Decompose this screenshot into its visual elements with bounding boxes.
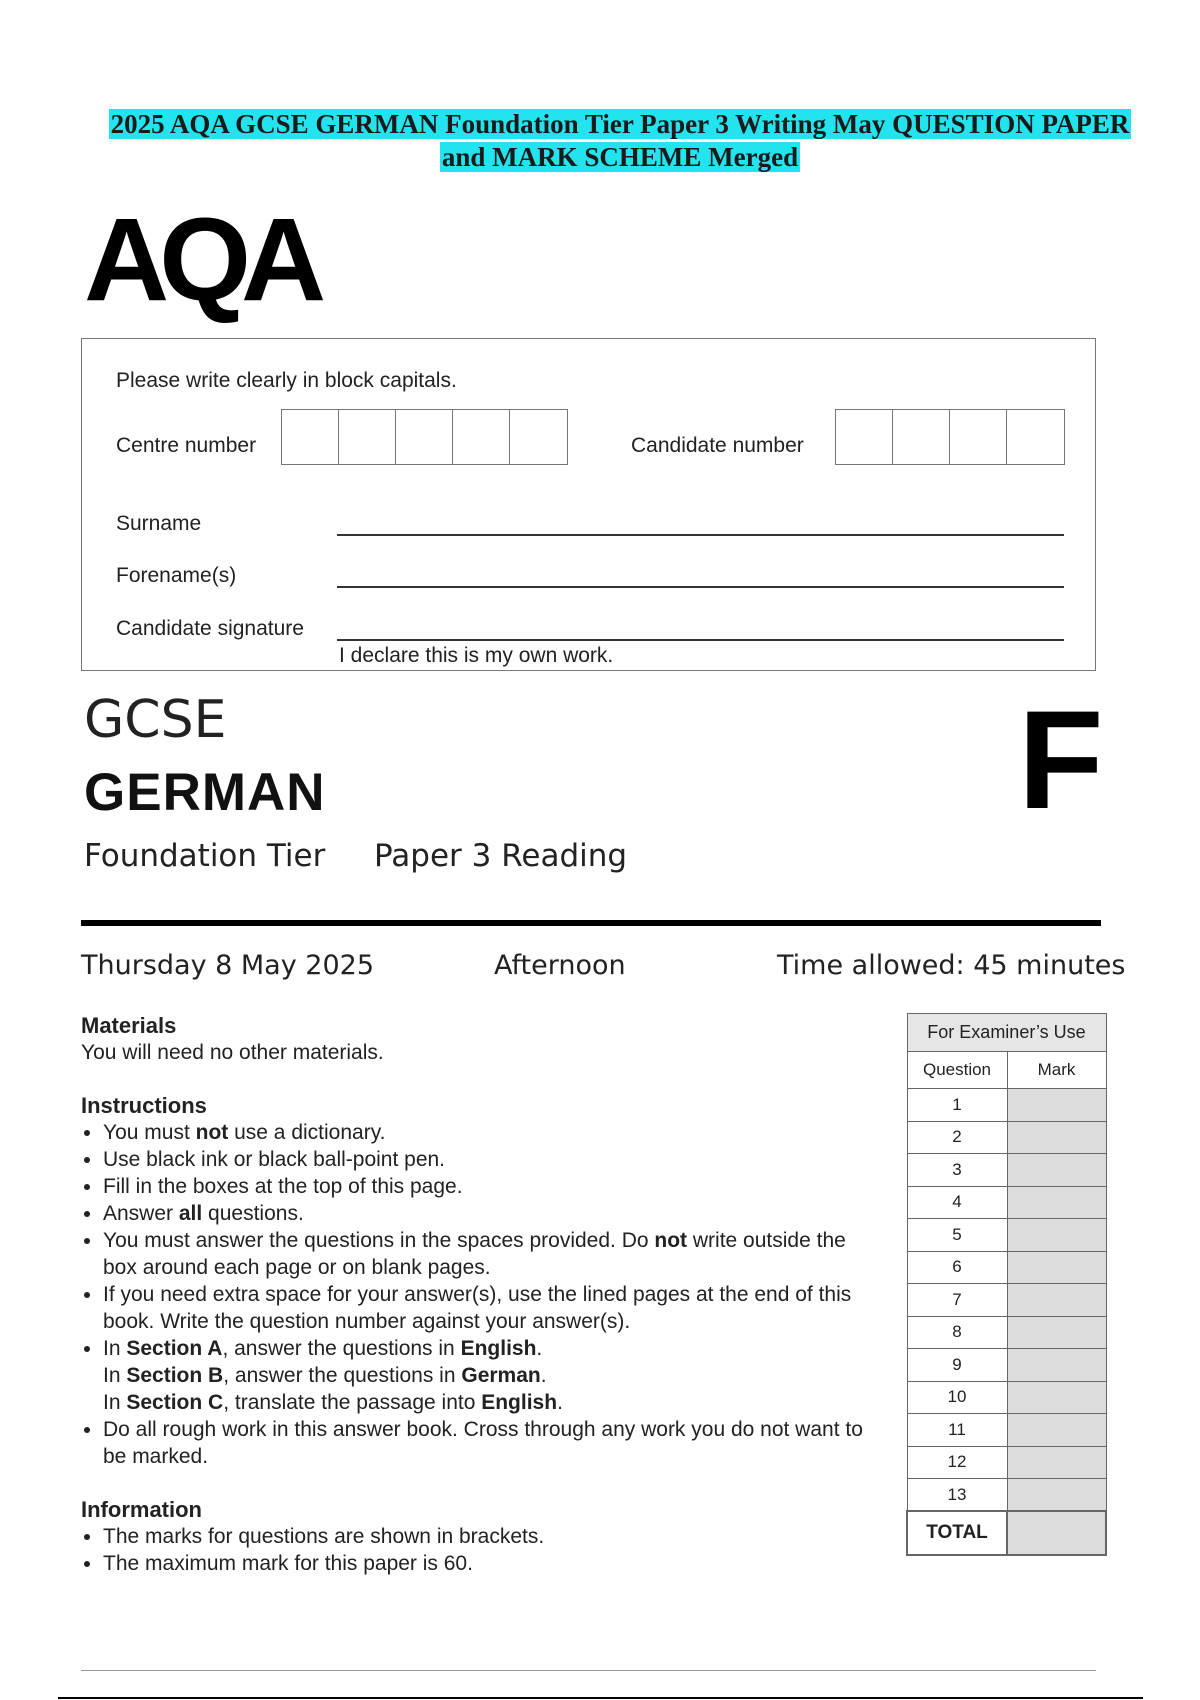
exam-date: Thursday 8 May 2025 bbox=[81, 950, 375, 981]
signature-field[interactable] bbox=[337, 639, 1064, 641]
mark-cell[interactable] bbox=[1007, 1414, 1106, 1447]
examiner-use-table bbox=[906, 1013, 1107, 1556]
instruction-item: • Do all rough work in this answer book. Cross through any work you do not want to be marked. bbox=[103, 1416, 881, 1470]
instruction-item: • If you need extra space for your answer(s), use the lined pages at the end of this book. Write the question number against your answer(s). bbox=[103, 1281, 881, 1335]
information-item: • The maximum mark for this paper is 60. bbox=[103, 1550, 881, 1577]
paper-label: Paper 3 Reading bbox=[374, 838, 628, 874]
question-number: 9 bbox=[907, 1349, 1007, 1382]
materials-heading: Materials bbox=[81, 1013, 177, 1038]
mark-cell[interactable] bbox=[1007, 1121, 1106, 1154]
declaration-text: I declare this is my own work. bbox=[339, 644, 614, 667]
mark-cell[interactable] bbox=[1007, 1349, 1106, 1382]
footer-rule bbox=[81, 1670, 1096, 1671]
page-bottom-rule bbox=[58, 1697, 1143, 1699]
question-number: 1 bbox=[907, 1089, 1007, 1122]
question-number: 11 bbox=[907, 1414, 1007, 1447]
candidate-number-digit[interactable] bbox=[893, 410, 950, 464]
centre-number-label: Centre number bbox=[116, 434, 257, 457]
instructions-list bbox=[81, 1119, 881, 1470]
centre-number-digit[interactable] bbox=[282, 410, 339, 464]
candidate-number-digit[interactable] bbox=[950, 410, 1007, 464]
centre-number-digit[interactable] bbox=[510, 410, 567, 464]
instruction-item: • You must answer the questions in the spaces provided. Do not write outside the box around each page or on blank pages. bbox=[103, 1227, 881, 1281]
signature-label: Candidate signature bbox=[116, 617, 304, 640]
question-number: 5 bbox=[907, 1219, 1007, 1252]
mark-column-header: Mark bbox=[1007, 1052, 1106, 1089]
time-allowed: Time allowed: 45 minutes bbox=[777, 950, 1126, 981]
centre-number-digit[interactable] bbox=[339, 410, 396, 464]
instruction-item: • You must not use a dictionary. bbox=[103, 1119, 881, 1146]
question-number: 8 bbox=[907, 1316, 1007, 1349]
candidate-number-label: Candidate number bbox=[631, 434, 804, 457]
mark-cell[interactable] bbox=[1007, 1219, 1106, 1252]
document-banner bbox=[60, 108, 1180, 174]
instruction-item: • Use black ink or black ball-point pen. bbox=[103, 1146, 881, 1173]
tier-letter: F bbox=[1018, 681, 1104, 838]
candidate-number-digit[interactable] bbox=[1007, 410, 1064, 464]
exam-session: Afternoon bbox=[494, 950, 626, 981]
examiner-table-title: For Examiner’s Use bbox=[907, 1014, 1106, 1052]
mark-cell[interactable] bbox=[1007, 1186, 1106, 1219]
tier-label: Foundation Tier bbox=[84, 838, 326, 874]
information-item: • The marks for questions are shown in brackets. bbox=[103, 1523, 881, 1550]
surname-label: Surname bbox=[116, 512, 202, 535]
instructions-heading: Instructions bbox=[81, 1093, 207, 1118]
total-mark-cell[interactable] bbox=[1007, 1511, 1106, 1555]
mark-cell[interactable] bbox=[1007, 1316, 1106, 1349]
question-column-header: Question bbox=[907, 1052, 1007, 1089]
mark-cell[interactable] bbox=[1007, 1154, 1106, 1187]
forenames-field[interactable] bbox=[337, 586, 1064, 588]
question-number: 4 bbox=[907, 1186, 1007, 1219]
aqa-logo: AQA bbox=[84, 194, 317, 326]
information-list bbox=[81, 1523, 881, 1577]
mark-cell[interactable] bbox=[1007, 1251, 1106, 1284]
qualification-title: GCSE bbox=[84, 690, 227, 750]
mark-cell[interactable] bbox=[1007, 1446, 1106, 1479]
mark-cell[interactable] bbox=[1007, 1089, 1106, 1122]
candidate-number-digit[interactable] bbox=[836, 410, 893, 464]
surname-field[interactable] bbox=[337, 534, 1064, 536]
question-number: 6 bbox=[907, 1251, 1007, 1284]
mark-cell[interactable] bbox=[1007, 1479, 1106, 1512]
candidate-number-boxes[interactable] bbox=[835, 409, 1065, 465]
instructions-panel bbox=[81, 1012, 881, 1577]
mark-cell[interactable] bbox=[1007, 1381, 1106, 1414]
centre-number-boxes[interactable] bbox=[281, 409, 568, 465]
centre-number-digit[interactable] bbox=[396, 410, 453, 464]
candidate-details-box bbox=[81, 338, 1096, 671]
question-number: 3 bbox=[907, 1154, 1007, 1187]
instruction-item: • In Section A, answer the questions in English. In Section B, answer the questions in German. In Section C, translate the passage into English. bbox=[103, 1335, 881, 1416]
banner-line-1: 2025 AQA GCSE GERMAN Foundation Tier Paper 3 Writing May QUESTION PAPER bbox=[110, 109, 1130, 139]
question-number: 13 bbox=[907, 1479, 1007, 1512]
information-heading: Information bbox=[81, 1497, 202, 1522]
materials-text: You will need no other materials. bbox=[81, 1041, 384, 1064]
mark-cell[interactable] bbox=[1007, 1284, 1106, 1317]
question-number: 12 bbox=[907, 1446, 1007, 1479]
question-number: 2 bbox=[907, 1121, 1007, 1154]
instruction-item: • Answer all questions. bbox=[103, 1200, 881, 1227]
block-capitals-instruction: Please write clearly in block capitals. bbox=[116, 369, 457, 392]
subject-title: GERMAN bbox=[84, 763, 326, 822]
centre-number-digit[interactable] bbox=[453, 410, 510, 464]
instruction-item: • Fill in the boxes at the top of this page. bbox=[103, 1173, 881, 1200]
total-label: TOTAL bbox=[907, 1511, 1007, 1555]
question-number: 7 bbox=[907, 1284, 1007, 1317]
question-number: 10 bbox=[907, 1381, 1007, 1414]
forenames-label: Forename(s) bbox=[116, 564, 237, 587]
divider-rule bbox=[81, 920, 1101, 926]
banner-line-2: and MARK SCHEME Merged bbox=[441, 142, 799, 172]
